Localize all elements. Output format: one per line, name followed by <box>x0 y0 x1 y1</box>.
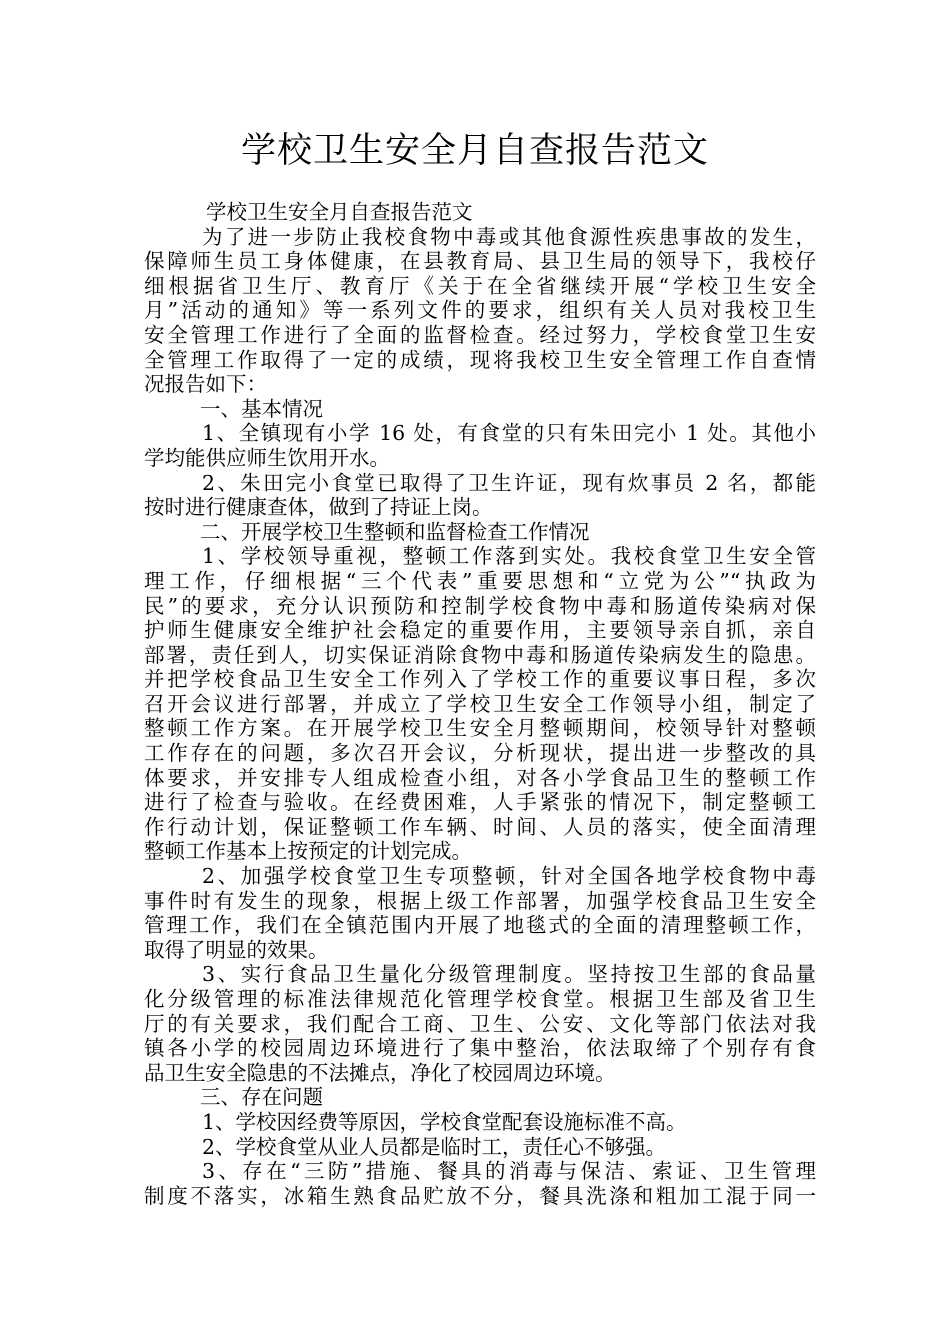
body-text-line: 全管理工作取得了一定的成绩，现将我校卫生安全管理工作自查情 <box>144 347 816 372</box>
body-text-line: 工作存在的问题，多次召开会议，分析现状，提出进一步整改的具 <box>144 741 816 766</box>
body-text-line: 3、存在“三防”措施、餐具的消毒与保洁、索证、卫生管理 <box>202 1159 816 1184</box>
body-text-line: 学均能供应师生饮用开水。 <box>144 445 390 470</box>
body-text-line: 取得了明显的效果。 <box>144 937 329 962</box>
body-text-line: 2、朱田完小食堂已取得了卫生许证，现有炊事员 2 名，都能 <box>202 470 816 495</box>
body-text-line: 制度不落实，冰箱生熟食品贮放不分，餐具洗涤和粗加工混于同一 <box>144 1183 816 1208</box>
body-text-line: 理工作，仔细根据“三个代表”重要思想和“立党为公”“执政为 <box>144 568 816 593</box>
body-text-line: 2、学校食堂从业人员都是临时工，责任心不够强。 <box>202 1134 667 1159</box>
body-text-line: 管理工作，我们在全镇范围内开展了地毯式的全面的清理整顿工作， <box>144 913 816 938</box>
page-title: 学校卫生安全月自查报告范文 <box>240 131 709 171</box>
body-text-line: 整顿工作方案。在开展学校卫生安全月整顿期间，校领导针对整顿 <box>144 716 816 741</box>
body-text-line: 镇各小学的校园周边环境进行了集中整治，依法取缔了个别存有食 <box>144 1036 816 1061</box>
body-text-line: 月”活动的通知》等一系列文件的要求，组织有关人员对我校卫生 <box>144 298 816 323</box>
body-text-line: 保障师生员工身体健康，在县教育局、县卫生局的领导下，我校仔 <box>144 249 816 274</box>
body-text-line: 作行动计划，保证整顿工作车辆、时间、人员的落实，使全面清理 <box>144 814 816 839</box>
body-text-line: 一、基本情况 <box>200 396 323 421</box>
body-text-line: 1、学校领导重视，整顿工作落到实处。我校食堂卫生安全管 <box>202 544 816 569</box>
body-text-line: 体要求，并安排专人组成检查小组，对各小学食品卫生的整顿工作 <box>144 765 816 790</box>
body-text-line: 2、加强学校食堂卫生专项整顿，针对全国各地学校食物中毒 <box>202 864 816 889</box>
body-text-line: 整顿工作基本上按预定的计划完成。 <box>144 839 472 864</box>
body-text-line: 召开会议进行部署，并成立了学校卫生安全工作领导小组，制定了 <box>144 691 816 716</box>
body-text-line: 安全管理工作进行了全面的监督检查。经过努力，学校食堂卫生安 <box>144 322 816 347</box>
body-text-line: 细根据省卫生厅、教育厅《关于在全省继续开展“学校卫生安全 <box>144 273 816 298</box>
body-text-line: 按时进行健康查体，做到了持证上岗。 <box>144 495 493 520</box>
body-text-line: 进行了检查与验收。在经费困难，人手紧张的情况下，制定整顿工 <box>144 790 816 815</box>
body-text-line: 厅的有关要求，我们配合工商、卫生、公安、文化等部门依法对我 <box>144 1011 816 1036</box>
document-body <box>144 200 816 1208</box>
body-text-line: 部署，责任到人，切实保证消除食物中毒和肠道传染病发生的隐患。 <box>144 642 816 667</box>
body-text-line: 护师生健康安全维护社会稳定的重要作用，主要领导亲自抓，亲自 <box>144 618 816 643</box>
body-text-line: 学校卫生安全月自查报告范文 <box>206 200 473 224</box>
body-text-line: 1、学校因经费等原因，学校食堂配套设施标准不高。 <box>202 1109 687 1134</box>
body-text-line: 1、全镇现有小学 16 处，有食堂的只有朱田完小 1 处。其他小 <box>202 421 816 446</box>
body-text-line: 事件时有发生的现象，根据上级工作部署，加强学校食品卫生安全 <box>144 888 816 913</box>
body-text-line: 并把学校食品卫生安全工作列入了学校工作的重要议事日程，多次 <box>144 667 816 692</box>
body-text-line: 3、实行食品卫生量化分级管理制度。坚持按卫生部的食品量 <box>202 962 816 987</box>
body-text-line: 品卫生安全隐患的不法摊点，净化了校园周边环境。 <box>144 1060 616 1085</box>
body-text-line: 为了进一步防止我校食物中毒或其他食源性疾患事故的发生， <box>202 224 816 249</box>
body-text-line: 二、开展学校卫生整顿和监督检查工作情况 <box>200 519 590 544</box>
body-text-line: 三、存在问题 <box>200 1085 323 1110</box>
body-text-line: 民”的要求，充分认识预防和控制学校食物中毒和肠道传染病对保 <box>144 593 816 618</box>
body-text-line: 况报告如下： <box>144 372 267 397</box>
body-text-line: 化分级管理的标准法律规范化管理学校食堂。根据卫生部及省卫生 <box>144 987 816 1011</box>
